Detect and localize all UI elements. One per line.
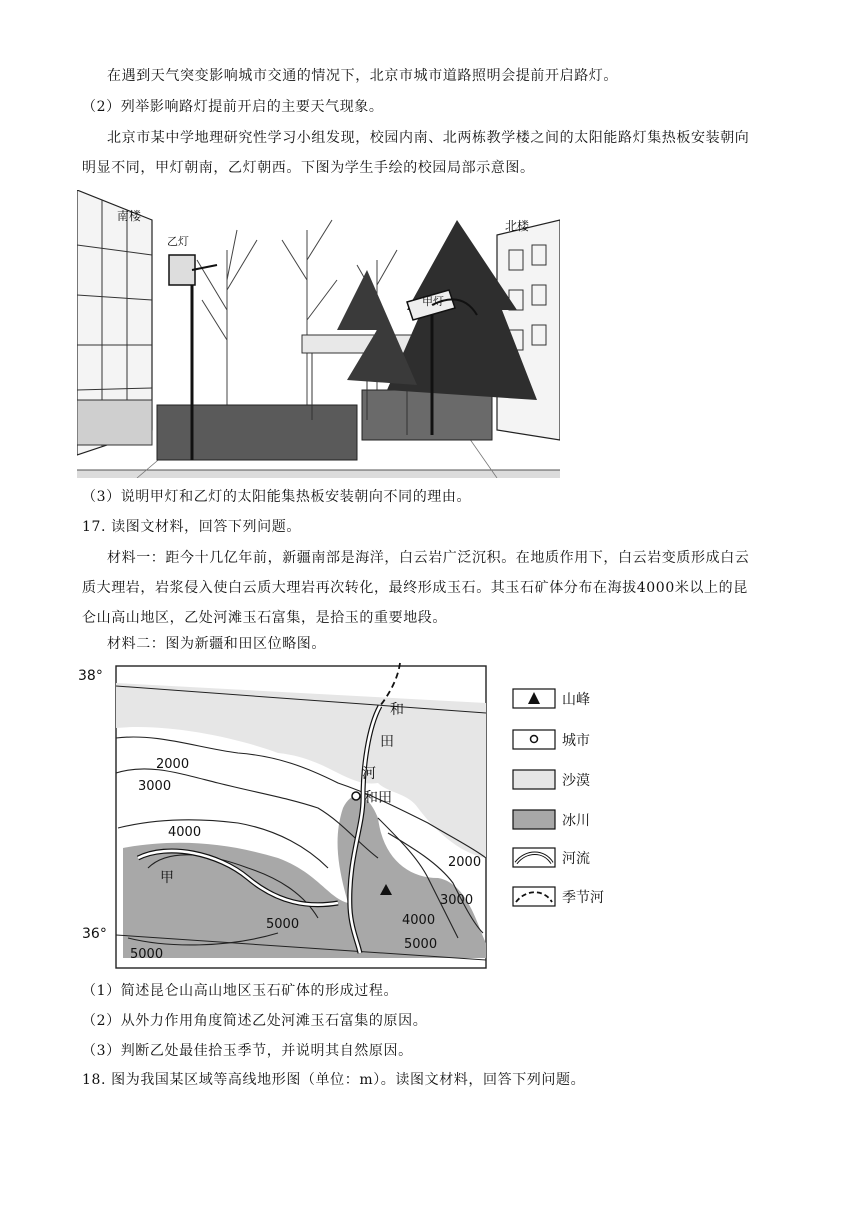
material-2: 材料二：图为新疆和田区位略图。: [107, 636, 326, 652]
question-17-1: （1）简述昆仑山高山地区玉石矿体的形成过程。: [82, 983, 399, 999]
question-17-3: （3）判断乙处最佳拾玉季节，并说明其自然原因。: [82, 1043, 413, 1059]
legend-glacier-label: 冰川: [562, 813, 590, 829]
point-jia-label: 甲: [160, 870, 174, 886]
question-16-3: （3）说明甲灯和乙灯的太阳能集热板安装朝向不同的理由。: [82, 489, 472, 505]
hedge: [157, 405, 357, 460]
contour-2000-left: 2000: [156, 757, 190, 772]
text-line-3: 北京市某中学地理研究性学习小组发现，校园内南、北两栋教学楼之间的太阳能路灯集热板安装朝向: [107, 130, 750, 146]
contour-4000-right: 4000: [402, 913, 436, 928]
latitude-38-label: 38°: [78, 668, 103, 684]
city-label: 和田: [364, 790, 392, 806]
contour-5000-mid: 5000: [266, 917, 300, 932]
north-building-label: 北楼: [505, 219, 530, 233]
contour-5000-left: 5000: [130, 947, 164, 962]
campus-sketch-figure: [77, 190, 560, 478]
campus-sketch: [77, 190, 560, 478]
question-17-2: （2）从外力作用角度简述乙处河滩玉石富集的原因。: [82, 1013, 428, 1029]
south-building: [77, 190, 152, 455]
river-label-tian: 田: [380, 734, 394, 750]
contour-4000-left: 4000: [168, 825, 202, 840]
material-1-line-1: 材料一：距今十几亿年前，新疆南部是海洋，白云岩广泛沉积。在地质作用下，白云岩变质形成白云: [107, 550, 750, 566]
latitude-36-label: 36°: [82, 926, 107, 942]
question-18-heading: 18. 图为我国某区域等高线地形图（单位：m）。读图文材料，回答下列问题。: [82, 1072, 586, 1088]
text-line-1: 在遇到天气突变影响城市交通的情况下，北京市城市道路照明会提前开启路灯。: [107, 68, 618, 84]
contour-5000-right: 5000: [404, 937, 438, 952]
question-17-heading: 17. 读图文材料，回答下列问题。: [82, 519, 301, 535]
hotan-map-svg: [78, 658, 618, 974]
question-16-2: （2）列举影响路灯提前开启的主要天气现象。: [82, 99, 384, 115]
material-1-line-3: 仑山高山地区，乙处河滩玉石富集，是拾玉的重要地段。: [82, 610, 447, 626]
hotan-city-icon: [352, 792, 360, 800]
contour-2000-right: 2000: [448, 855, 482, 870]
lamp-yi-label: 乙灯: [167, 235, 189, 248]
legend-desert-swatch: [513, 770, 555, 789]
text-line-4: 明显不同，甲灯朝南，乙灯朝西。下图为学生手绘的校园局部示意图。: [82, 160, 535, 176]
river-label-he: 和: [390, 702, 404, 718]
south-building-label: 南楼: [117, 209, 142, 223]
legend-river-label: 河流: [562, 851, 590, 867]
legend-desert-label: 沙漠: [562, 773, 590, 789]
material-1-line-2: 质大理岩，岩浆侵入使白云质大理岩再次转化，最终形成玉石。其玉石矿体分布在海拔4000米以上的昆: [82, 580, 748, 596]
hotan-location-map: [78, 658, 618, 974]
legend-city-label: 城市: [562, 733, 590, 749]
contour-3000-right: 3000: [440, 893, 474, 908]
legend-city-icon: [531, 736, 538, 743]
hedge-right: [362, 390, 492, 440]
legend-seasonal-river-box: [513, 887, 555, 906]
river-label-river: 河: [362, 766, 376, 782]
lamp-jia-label: 甲灯: [422, 295, 444, 308]
legend-peak-label: 山峰: [562, 692, 590, 708]
contour-3000-left: 3000: [138, 779, 172, 794]
legend-glacier-swatch: [513, 810, 555, 829]
legend-seasonal-river-label: 季节河: [562, 890, 604, 906]
map-legend: [513, 689, 604, 906]
